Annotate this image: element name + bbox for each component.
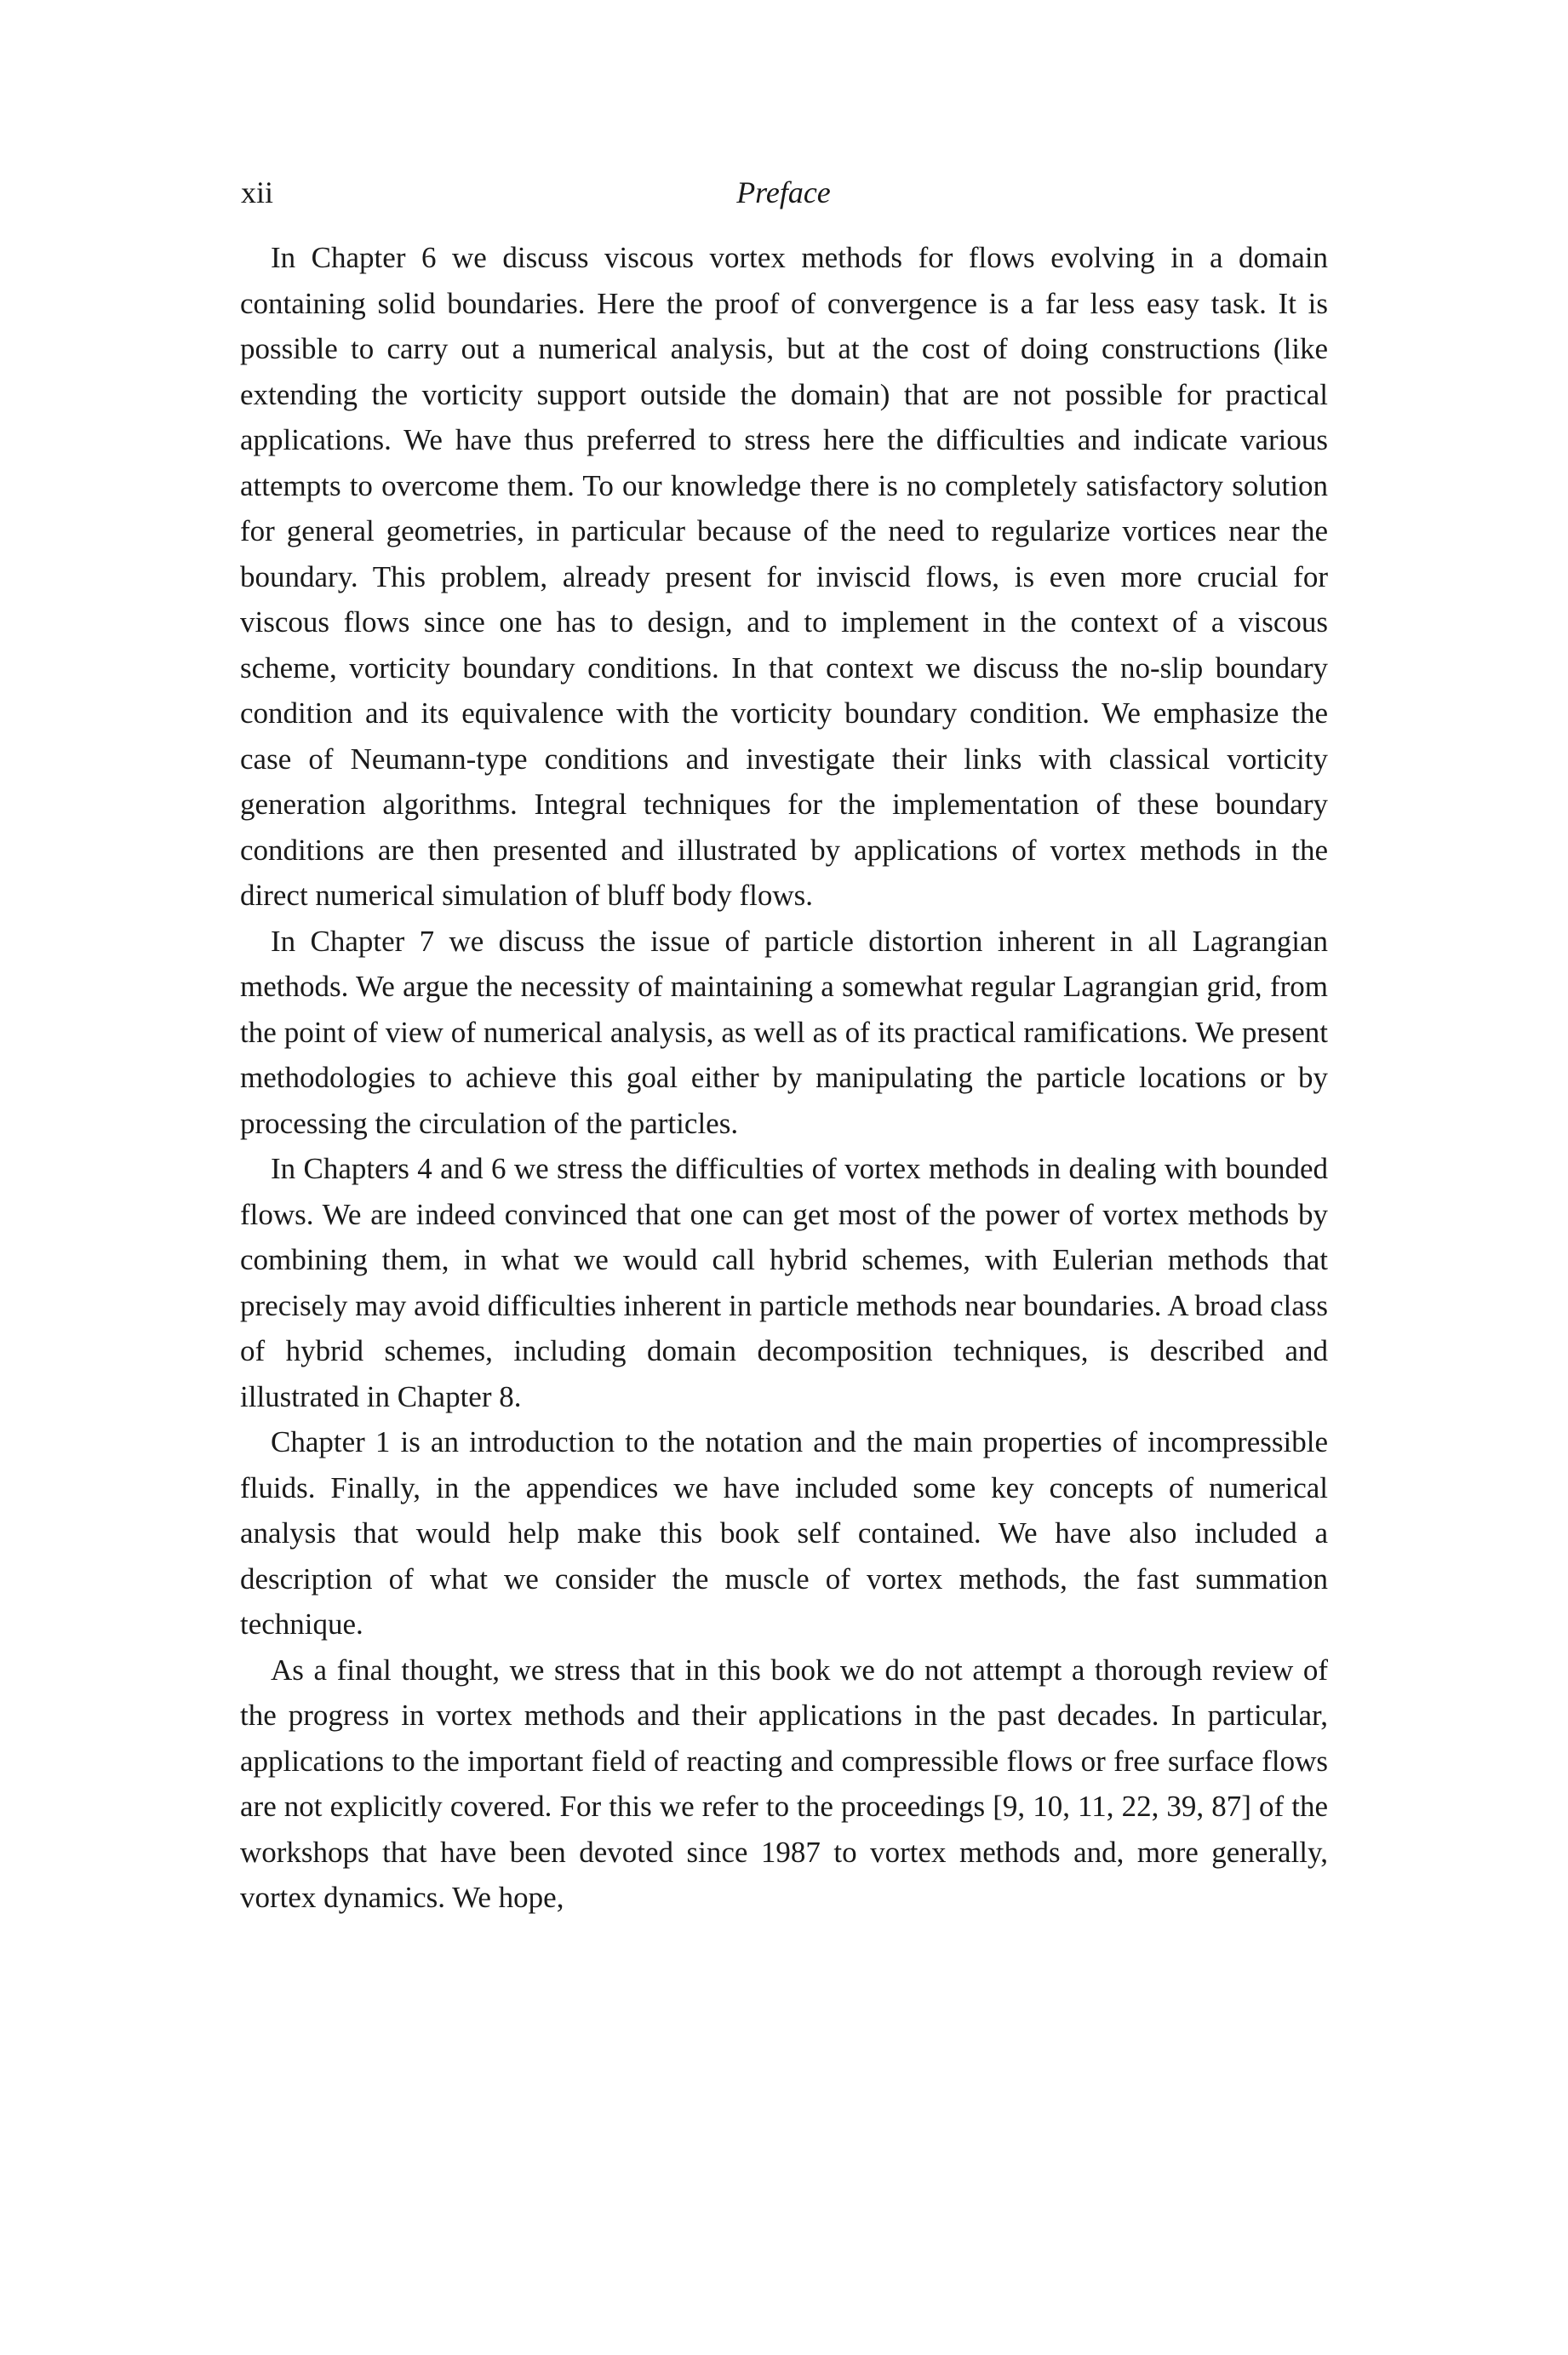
page-number: xii xyxy=(241,175,274,209)
paragraph-chapter-1: Chapter 1 is an introduction to the notation and the main properties of incompressible fluids. Finally, in the appendices we have included some key concepts of numerical analysis that would help make this book self contained. We have also included a description of what we consider the muscle of vortex methods, the fast summation technique. xyxy=(240,1425,1328,1641)
paragraph-final-thought: As a final thought, we stress that in this book we do not attempt a thorough review of the progress in vortex methods and their applications in the past decades. In particular, applications to the important field of reacting and compressible flows or free surface flows are not explicitly covered. For this we refer to the proceedings [9, 10, 11, 22, 39, 87] of the workshops that have been devoted since 1987 to vortex methods and, more generally, vortex dynamics. We hope, xyxy=(240,1653,1328,1914)
running-title: Preface xyxy=(736,175,831,209)
paragraph-chapters-4-6: In Chapters 4 and 6 we stress the difficulties of vortex methods in dealing with bounded flows. We are indeed convinced that one can get most of the power of vortex methods by combining them, in what we would call hybrid schemes, with Eulerian methods that precisely may avoid difficulties inherent in particle methods near boundaries. A broad class of hybrid schemes, including domain decomposition techniques, is described and illustrated in Chapter 8. xyxy=(240,1152,1328,1413)
paragraph-chapter-6: In Chapter 6 we discuss viscous vortex methods for flows evolving in a domain containing solid boundaries. Here the proof of convergence is a far less easy task. It is possible to carry out a numerical analysis, but at the cost of doing constructions (like extending the vorticity support outside the domain) that are not possible for practical applications. We have thus preferred to stress here the difficulties and indicate various attempts to overcome them. To our knowledge there is no completely satisfactory solution for general geometries, in particular because of the need to regularize vortices near the boundary. This problem, already present for inviscid flows, is even more crucial for viscous flows since one has to design, and to implement in the context of a viscous scheme, vorticity boundary conditions. In that context we discuss the no-slip boundary condition and its equivalence with the vorticity boundary condition. We emphasize the case of Neumann-type conditions and investigate their links with classical vorticity generation algorithms. Integral techniques for the implementation of these boundary conditions are then presented and illustrated by applications of vortex methods in the direct numerical simulation of bluff body flows. xyxy=(240,241,1328,912)
page-header xyxy=(241,167,1326,218)
body-text xyxy=(240,235,1328,1921)
paragraph-chapter-7: In Chapter 7 we discuss the issue of particle distortion inherent in all Lagrangian methods. We argue the necessity of maintaining a somewhat regular Lagrangian grid, from the point of view of numerical analysis, as well as of its practical ramifications. We present methodologies to achieve this goal either by manipulating the particle locations or by processing the circulation of the particles. xyxy=(240,924,1328,1140)
